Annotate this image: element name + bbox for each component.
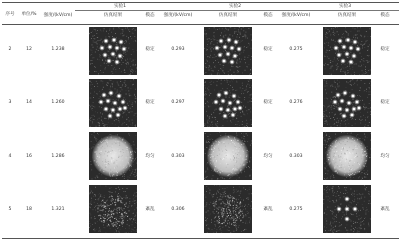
col-header-strength-2: 强度/(kV/cm): [163, 13, 193, 18]
row-1-image-1: [89, 27, 137, 75]
row-4-mode-2: 紊乱: [263, 207, 273, 212]
row-3-image-3: [323, 132, 371, 180]
row-1-strength-2: 0.293: [171, 47, 185, 52]
row-3-mode-1: 均匀: [145, 154, 155, 159]
table-bottom-rule: [2, 238, 399, 239]
simulation-image: [204, 79, 252, 127]
row-3-strength-1: 1.286: [51, 154, 65, 159]
simulation-image: [89, 132, 137, 180]
row-3-strength-2: 0.303: [171, 154, 185, 159]
simulation-image: [204, 132, 252, 180]
simulation-image: [204, 27, 252, 75]
row-4-mode-1: 紊乱: [145, 207, 155, 212]
simulation-image: [89, 27, 137, 75]
header-bottom-rule: [2, 24, 399, 25]
row-3-mode-3: 均匀: [380, 154, 390, 159]
row-3-index: 4: [8, 154, 12, 159]
row-1-image-3: [323, 27, 371, 75]
row-4-mode-3: 紊乱: [380, 207, 390, 212]
row-2-mode-2: 稳定: [263, 100, 273, 105]
col-header-strength-3: 强度/(kV/cm): [281, 13, 311, 18]
row-2-strength-2: 0.297: [171, 100, 185, 105]
row-3-mode-2: 均匀: [263, 154, 273, 159]
row-1-mode-1: 稳定: [145, 47, 155, 52]
row-4-image-2: [204, 185, 252, 233]
col-header-mode-2: 模态: [263, 13, 273, 18]
group-label-2: 实验2: [228, 4, 242, 9]
col-header-param: 单位/%: [21, 12, 37, 17]
row-1-index: 2: [8, 47, 12, 52]
row-2-mode-3: 稳定: [380, 100, 390, 105]
row-2-image-3: [323, 79, 371, 127]
simulation-image: [204, 185, 252, 233]
group-label-3: 实验3: [338, 4, 352, 9]
row-1-image-2: [204, 27, 252, 75]
row-1-mode-3: 稳定: [380, 47, 390, 52]
row-4-strength-1: 1.321: [51, 207, 65, 212]
col-header-strength-1: 强度/(kV/cm): [43, 13, 73, 18]
row-3-image-1: [89, 132, 137, 180]
row-4-strength-2: 0.306: [171, 207, 185, 212]
row-2-strength-1: 1.260: [51, 100, 65, 105]
header-mid-rule: [75, 10, 399, 11]
col-header-mode-1: 模态: [145, 13, 155, 18]
col-header-image-1: 仿真结果: [103, 13, 123, 18]
col-header-mode-3: 模态: [380, 13, 390, 18]
row-2-index: 3: [8, 100, 12, 105]
simulation-image: [323, 79, 371, 127]
simulation-image: [323, 132, 371, 180]
col-header-image-2: 仿真结果: [218, 13, 238, 18]
row-2-image-2: [204, 79, 252, 127]
simulation-image: [89, 185, 137, 233]
table-top-rule: [2, 2, 399, 3]
row-4-strength-3: 0.275: [289, 207, 303, 212]
row-1-param: 12: [26, 47, 32, 52]
col-header-index: 序号: [5, 12, 15, 17]
row-1-mode-2: 稳定: [263, 47, 273, 52]
row-3-image-2: [204, 132, 252, 180]
row-2-param: 14: [26, 100, 32, 105]
col-header-image-3: 仿真结果: [337, 13, 357, 18]
row-1-strength-1: 1.238: [51, 47, 65, 52]
row-1-strength-3: 0.275: [289, 47, 303, 52]
row-2-strength-3: 0.276: [289, 100, 303, 105]
group-label-1: 实验1: [113, 4, 127, 9]
simulation-image: [89, 79, 137, 127]
simulation-image: [323, 27, 371, 75]
row-2-mode-1: 稳定: [145, 100, 155, 105]
row-4-index: 5: [8, 207, 12, 212]
row-2-image-1: [89, 79, 137, 127]
row-4-param: 18: [26, 207, 32, 212]
simulation-image: [323, 185, 371, 233]
row-3-strength-3: 0.303: [289, 154, 303, 159]
row-3-param: 16: [26, 154, 32, 159]
row-4-image-1: [89, 185, 137, 233]
row-4-image-3: [323, 185, 371, 233]
